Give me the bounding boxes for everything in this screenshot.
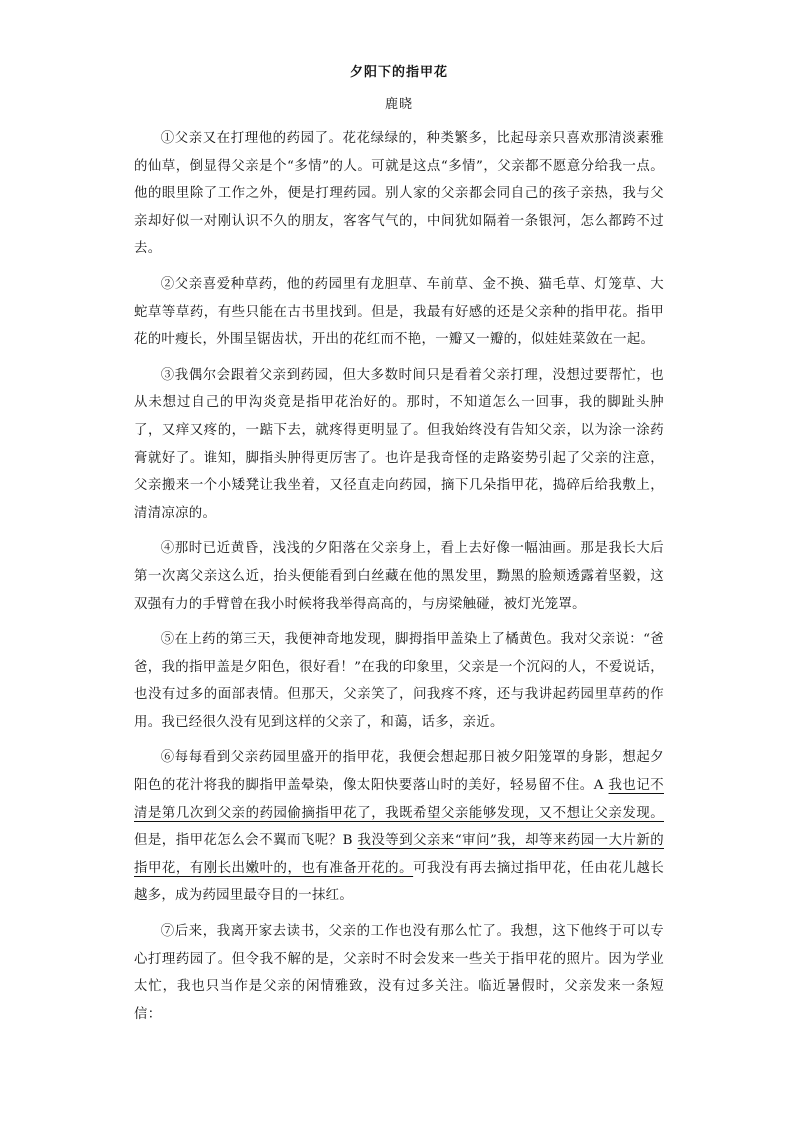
article-author: 鹿晓: [384, 97, 413, 112]
paragraph-text: ⑥每每看到父亲药园里盛开的指甲花，我便会想起那日被夕阳笼罩的身影，想起夕阳色的花汁将我的脚指甲盖晕染，像太阳快要落山时的美好，轻易留不住。A: [134, 750, 664, 794]
article-title: 夕阳下的指甲花: [349, 65, 448, 80]
paragraph-text: ⑤在上药的第三天，我便神奇地发现，脚拇指甲盖染上了橘黄色。我对父亲说：“爸爸，我的指甲盖是夕阳色，很好看！”在我的印象里，父亲是一个沉闷的人，不爱说话，也没有过多的面部表情。但那天，父亲笑了，问我疼不疼，还与我讲起药园里草药的作用。我已经很久没有见到这样的父亲了，和蔼，话多，亲近。: [134, 632, 664, 730]
underlined-sentence: 我也记不清是第几次到父亲的药园偷摘指甲花了，我既希望父亲能够发现，又不想让父亲发现。: [134, 778, 664, 821]
paragraph-text: ③我偶尔会跟着父亲到药园，但大多数时间只是看着父亲打理，没想过要帮忙，也从未想过自己的甲沟炎竟是指甲花治好的。那时，不知道怎么一回事，我的脚趾头肿了，又痒又疼的，一踮下去，就疼得更明显了。但我始终没有告知父亲，以为涂一涂药膏就好了。谁知，脚指头肿得更厉害了。也许是我奇怪的走路姿势引起了父亲的注意，父亲搬来一个小矮凳让我坐着，又径直走向药园，摘下几朵指甲花，捣碎后给我敷上，清清凉凉的。: [134, 367, 664, 521]
paragraph-6: [134, 744, 664, 910]
paragraph-text: ①父亲又在打理他的药园了。花花绿绿的，种类繁多，比起母亲只喜欢那清淡素雅的仙草，倒显得父亲是个“多情”的人。可就是这点“多情”，父亲都不愿意分给我一点。他的眼里除了工作之外，便是打理药园。别人家的父亲都会同自己的孩子亲热，我与父亲却好似一对刚认识不久的朋友，客客气气的，中间犹如隔着一条银河，怎么都跨不过去。: [134, 131, 664, 257]
paragraph-2: [134, 271, 664, 354]
paragraph-text: 可我没有再去摘过指甲花，任由花儿越长越多，成为药园里最夺目的一抹红。: [134, 860, 665, 904]
paragraph-4: [134, 535, 664, 618]
paragraph-text: 但是，指甲花怎么会不翼而飞呢？B: [134, 833, 358, 849]
paragraph-3: [134, 362, 664, 528]
article-body: [134, 125, 664, 1028]
paragraph-1: [134, 125, 664, 263]
paragraph-text: ②父亲喜爱种草药，他的药园里有龙胆草、车前草、金不换、猫毛草、灯笼草、大蛇草等草药，有些只能在古书里找到。但是，我最有好感的还是父亲种的指甲花。指甲花的叶瘦长，外围呈锯齿状，开出的花红而不艳，一瓣又一瓣的，似娃娃菜敛在一起。: [134, 276, 664, 348]
paragraph-7: [134, 918, 664, 1028]
paragraph-text: ⑦后来，我离开家去读书，父亲的工作也没有那么忙了。我想，这下他终于可以专心打理药园了。但令我不解的是，父亲时不时会发来一些关于指甲花的照片。因为学业太忙，我也只当作是父亲的闲情雅致，没有过多关注。临近暑假时，父亲发来一条短信：: [134, 924, 664, 1022]
paragraph-text: ④那时已近黄昏，浅浅的夕阳落在父亲身上，看上去好像一幅油画。那是我长大后第一次离父亲这么近，抬头便能看到白丝藏在他的黑发里，黝黑的脸颊透露着坚毅，这双强有力的手臂曾在我小时候将我举得高高的，与房梁触碰，被灯光笼罩。: [134, 541, 664, 612]
underlined-sentence: 我没等到父亲来“审问”我，却等来药园一大片新的指甲花，有刚长出嫩叶的，也有准备开花的。: [134, 833, 664, 876]
paragraph-5: [134, 626, 664, 736]
